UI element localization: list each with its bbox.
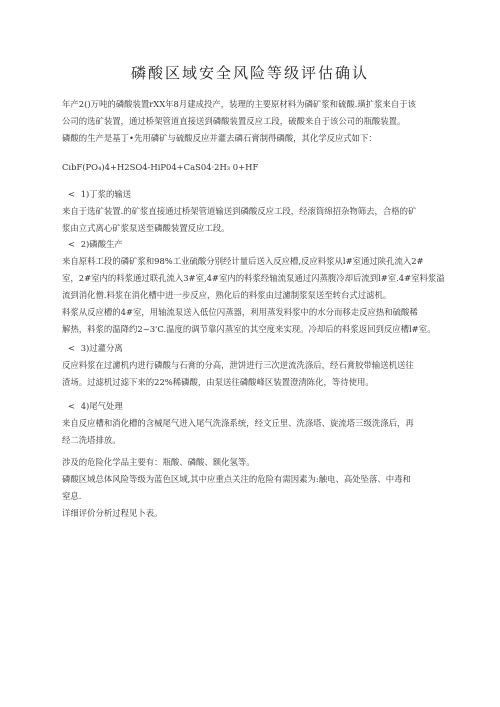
section-4-heading bbox=[62, 398, 462, 415]
section-2-line-5: 解热，料浆的温降约2~3'C.温度的调节靠闪蒸室的其空度来实现。冷却后的料浆返回到反应槽l#室。 bbox=[62, 324, 436, 334]
chemical-formula: CıbF(PO₄)4+H2SO4-HiP04+CaS04·2H₃ 0+HF bbox=[62, 162, 259, 172]
intro-line-3: 磷酸的生产是基丁•先用磷矿与硫酸反应并灌去磷石膏制得磷酸，其化学反应式如下： bbox=[62, 133, 377, 143]
section-2-line-1: 来自原料工段的磷矿浆和98%工业硫酸分别经计量后送入反应槽,反应料浆从l#室通过陕孔流入2# bbox=[62, 256, 424, 266]
section-3-marker: < bbox=[68, 343, 76, 353]
section-3-title: 3)过灌分离 bbox=[80, 343, 123, 353]
formula-block bbox=[62, 159, 462, 176]
closing-line-2: 磷酸区域总体风险等级为蓝色区域,其中应重点关注的危险有需因素为:触电、高处坠落、中毒和 bbox=[62, 474, 411, 484]
section-3-line-1: 反应料浆在过濾机内进行磷酸与石膏的分高，泄饼进行三次逆流洗涤后，经石膏胶带输送机送往 bbox=[62, 360, 414, 370]
section-4-marker: < bbox=[68, 401, 76, 411]
closing-line-4: 详细评价分析过程见卜表。 bbox=[62, 508, 163, 518]
section-4-line-2: 经二洗塔排放。 bbox=[62, 435, 121, 445]
section-3 bbox=[62, 340, 462, 391]
closing-line-3: 窒息. bbox=[62, 491, 82, 501]
section-2-heading bbox=[62, 236, 462, 253]
intro-line-1: 年产2()万吨的磷酸装置rXX年8月建成投产，装理的主要原材料为磷矿浆和硫酸.璜扩浆来自于该 bbox=[62, 99, 417, 109]
section-2-line-4: 料浆从反应槽的4#室，用轴流泵送入低位闪蒸器，利用蒸发料浆中的水分而移走反应热和硫酸稀 bbox=[62, 307, 418, 317]
section-2-line-3: 流到消化僧.料浆在消化槽中进一步反应，熟化后的料浆由过濾制浆泵送至转台式过滤机。 bbox=[62, 290, 392, 300]
section-1-marker: < bbox=[68, 189, 76, 199]
intro-line-2: 公司的选矿装置，通过桥架管道直接送到磷酸装置反应工段，破酸来自于该公司的瓶酸装置。 bbox=[62, 116, 406, 126]
section-1-line-1: 来自于选矿装置.的矿浆直接通过桥架管道输送到磷酸反应工段，经滚筒绵招杂物筛去，合格的矿 bbox=[62, 206, 417, 216]
section-3-line-2: 渣场。过滤机过滤下来的22%稀磷酸，由泵送往磷酸峰区装置澄清陈化，等待使用。 bbox=[62, 377, 374, 387]
closing-line-1: 涉及的危险化学品主要有：瓶酸、磷酸、额化氢等。 bbox=[62, 457, 255, 467]
section-2-marker: < bbox=[68, 239, 76, 249]
section-1 bbox=[62, 186, 462, 237]
section-4 bbox=[62, 398, 462, 449]
intro-block bbox=[62, 96, 462, 147]
section-2 bbox=[62, 236, 462, 338]
section-2-line-2: 室，2#室内的料浆通过联孔流入3#室,4#室内的料浆经轴流泵通过闪蒸腹冷却后流到l#室.4#室料浆溢 bbox=[62, 273, 445, 283]
section-4-line-1: 来自反应槽和消化槽的含械尾气进入尾气洗涤系统，经文丘里、洗涤塔、旋流塔三级洗涤后，再 bbox=[62, 418, 414, 428]
section-4-title: 4)尾气处理 bbox=[80, 401, 123, 411]
section-3-heading bbox=[62, 340, 462, 357]
section-1-line-2: 浆由立式离心矿浆泵送至磷酸装置反应工段。 bbox=[62, 223, 230, 233]
closing-block bbox=[62, 454, 462, 522]
document-title: 磷酸区域安全风险等级评估确认 bbox=[130, 64, 369, 82]
section-2-title: 2)磷酸生产 bbox=[80, 239, 123, 249]
section-1-heading bbox=[62, 186, 462, 203]
section-1-title: 1)丁浆的输送 bbox=[80, 189, 132, 199]
